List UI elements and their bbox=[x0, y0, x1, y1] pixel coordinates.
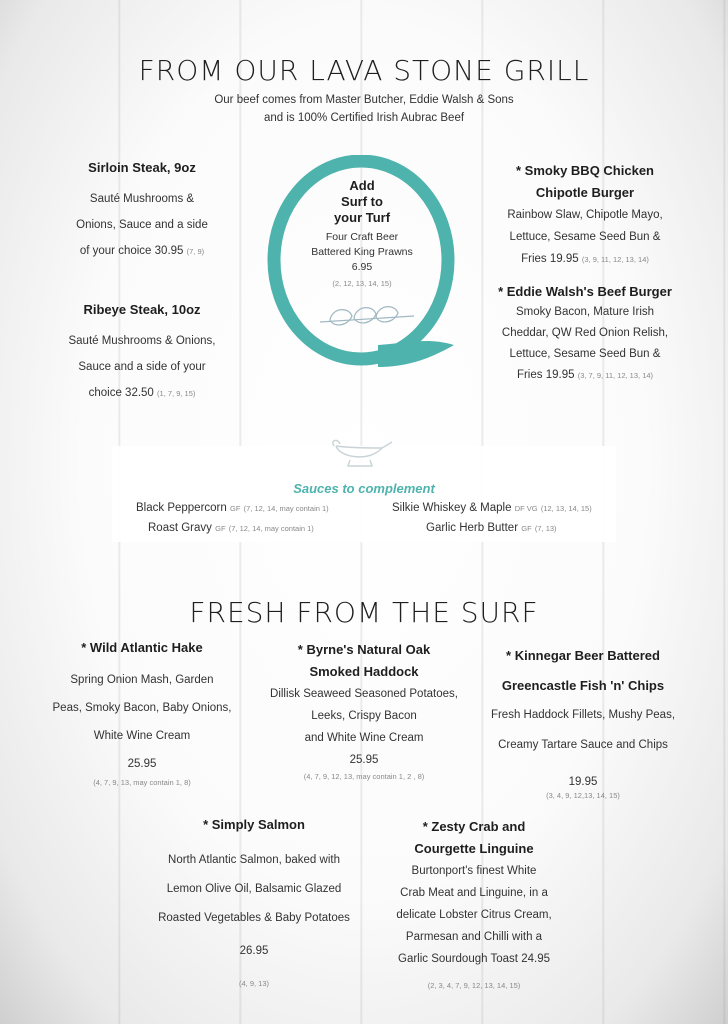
sauce-name: Roast Gravy bbox=[148, 522, 212, 534]
dish-desc-line: Fresh Haddock Fillets, Mushy Peas, bbox=[490, 709, 676, 721]
allergen-codes: (7, 9) bbox=[186, 247, 205, 256]
dish-desc-line: Peas, Smoky Bacon, Baby Onions, bbox=[52, 702, 232, 714]
grill-intro bbox=[0, 91, 728, 127]
sauce-name: Black Peppercorn bbox=[136, 502, 227, 514]
dish-title-line: Courgette Linguine bbox=[414, 841, 534, 856]
grill-title: FROM OUR LAVA STONE GRILL bbox=[138, 54, 590, 87]
surf-turf-desc-line: Four Craft Beer bbox=[325, 231, 399, 243]
diet-tag: GF bbox=[229, 504, 241, 513]
menu-item-bbq-chicken-burger bbox=[490, 160, 680, 271]
dish-desc-line: choice bbox=[88, 387, 122, 399]
sauce-name: Silkie Whiskey & Maple bbox=[392, 502, 512, 514]
menu-item-hake bbox=[44, 640, 240, 788]
sauce-item bbox=[148, 522, 314, 534]
surf-turf-price: 6.95 bbox=[351, 261, 373, 273]
sauce-name: Garlic Herb Butter bbox=[426, 522, 519, 534]
dish-desc-line: Garlic Sourdough Toast bbox=[398, 953, 518, 965]
allergen-codes: (4, 7, 9, 13, may contain 1, 8) bbox=[93, 778, 191, 787]
allergen-codes: (1, 7, 9, 15) bbox=[157, 389, 196, 398]
grill-intro-line-1: Our beef comes from Master Butcher, Eddie Walsh & Sons bbox=[214, 94, 514, 106]
menu-item-salmon bbox=[152, 816, 356, 990]
dish-desc-line: Leeks, Crispy Bacon bbox=[311, 710, 417, 722]
menu-item-haddock bbox=[262, 639, 466, 783]
dish-desc-line: Spring Onion Mash, Garden bbox=[70, 674, 214, 686]
allergen-codes: (7, 12, 14, may contain 1) bbox=[243, 504, 329, 513]
dish-title: * Eddie Walsh's Beef Burger bbox=[498, 284, 672, 299]
prawn-skewer-icon bbox=[318, 302, 418, 336]
allergen-codes: (3, 7, 9, 11, 12, 13, 14) bbox=[577, 371, 654, 380]
dish-desc-line: Rainbow Slaw, Chipotle Mayo, bbox=[507, 209, 663, 221]
menu-item-sirloin bbox=[52, 160, 232, 265]
dish-price: 25.95 bbox=[127, 758, 157, 770]
dish-desc-line: Lettuce, Sesame Seed Bun & bbox=[509, 231, 661, 243]
dish-desc-line: Cheddar, QW Red Onion Relish, bbox=[501, 327, 669, 339]
dish-desc-line: Sauté Mushrooms & Onions, bbox=[68, 335, 216, 347]
dish-title-line: * Smoky BBQ Chicken bbox=[516, 163, 654, 178]
dish-price: 19.95 bbox=[545, 369, 575, 381]
dish-desc-line: of your choice bbox=[79, 245, 152, 257]
dish-title-line: Greencastle Fish 'n' Chips bbox=[501, 678, 665, 693]
allergen-codes: (4, 9, 13) bbox=[238, 979, 269, 988]
surf-turf-desc-line: Battered King Prawns bbox=[311, 246, 413, 258]
q-tail bbox=[378, 341, 454, 367]
dish-desc-line: Lemon Olive Oil, Balsamic Glazed bbox=[166, 883, 342, 895]
gravy-boat-icon bbox=[330, 436, 396, 470]
menu-item-ribeye bbox=[46, 302, 238, 407]
allergen-codes: (2, 3, 4, 7, 9, 12, 13, 14, 15) bbox=[427, 981, 521, 990]
dish-title: Sirloin Steak, 9oz bbox=[88, 160, 196, 175]
dish-desc-line: Crab Meat and Linguine, in a bbox=[400, 887, 548, 899]
allergen-codes: (3, 4, 9, 12,13, 14, 15) bbox=[546, 791, 620, 800]
dish-desc-line: Smoky Bacon, Mature Irish bbox=[515, 306, 655, 318]
grill-intro-line-2: and is 100% Certified Irish Aubrac Beef bbox=[263, 112, 465, 124]
dish-desc-line: White Wine Cream bbox=[93, 730, 191, 742]
sauce-item bbox=[426, 522, 557, 534]
allergen-codes: (4, 7, 9, 12, 13, may contain 1, 2 , 8) bbox=[303, 772, 425, 781]
allergen-codes: (7, 12, 14, may contain 1) bbox=[228, 524, 314, 533]
allergen-codes: (7, 13) bbox=[534, 524, 557, 533]
dish-title: * Wild Atlantic Hake bbox=[81, 640, 203, 655]
dish-title-line: * Zesty Crab and bbox=[422, 819, 526, 834]
dish-price: 25.95 bbox=[349, 754, 379, 766]
sauces-heading: Sauces to complement bbox=[293, 481, 435, 496]
surf-turf-title-line: Add bbox=[349, 178, 375, 193]
allergen-codes: (3, 9, 11, 12, 13, 14) bbox=[581, 255, 649, 264]
diet-tag: GF bbox=[215, 524, 226, 533]
dish-desc-line: Creamy Tartare Sauce and Chips bbox=[498, 739, 668, 751]
dish-price: 30.95 bbox=[154, 245, 184, 257]
dish-desc-line: Roasted Vegetables & Baby Potatoes bbox=[158, 912, 350, 924]
dish-price: 32.50 bbox=[125, 387, 154, 399]
dish-title: Ribeye Steak, 10oz bbox=[83, 302, 201, 317]
dish-desc-line: delicate Lobster Citrus Cream, bbox=[396, 909, 552, 921]
dish-desc-line: Parmesan and Chilli with a bbox=[405, 931, 543, 943]
surf-turf-offer bbox=[298, 178, 426, 291]
dish-desc-line: North Atlantic Salmon, baked with bbox=[168, 854, 340, 866]
menu-item-crab-linguine bbox=[376, 816, 572, 992]
dish-desc-line: Fries bbox=[516, 369, 543, 381]
sauce-item bbox=[136, 502, 329, 514]
diet-tag: GF bbox=[521, 524, 532, 533]
dish-desc-line: and White Wine Cream bbox=[304, 732, 424, 744]
dish-title: * Simply Salmon bbox=[203, 817, 305, 832]
surf-turf-title-line: Surf to bbox=[341, 194, 383, 209]
dish-price: 24.95 bbox=[521, 953, 550, 965]
dish-title-line: * Byrne's Natural Oak bbox=[297, 642, 431, 657]
menu-item-beef-burger bbox=[482, 282, 688, 386]
dish-desc-line: Sauce and a side of your bbox=[78, 361, 206, 373]
dish-desc-line: Onions, Sauce and a side bbox=[76, 219, 208, 231]
dish-desc-line: Lettuce, Sesame Seed Bun & bbox=[509, 348, 661, 360]
dish-desc-line: Burtonport's finest White bbox=[411, 865, 537, 877]
dish-price: 26.95 bbox=[239, 945, 269, 957]
menu-item-fish-and-chips bbox=[486, 646, 680, 802]
dish-desc-line: Fries bbox=[521, 253, 547, 265]
dish-desc-line: Sauté Mushrooms & bbox=[89, 193, 195, 205]
dish-title-line: Smoked Haddock bbox=[309, 664, 419, 679]
sauce-item bbox=[392, 502, 592, 514]
dish-price: 19.95 bbox=[549, 253, 579, 265]
surf-title: FRESH FROM THE SURF bbox=[189, 596, 539, 629]
dish-desc-line: Dillisk Seaweed Seasoned Potatoes, bbox=[270, 688, 458, 700]
allergen-codes: (2, 12, 13, 14, 15) bbox=[332, 279, 392, 288]
dish-title-line: Chipotle Burger bbox=[535, 185, 635, 200]
dish-price: 19.95 bbox=[568, 776, 598, 788]
dish-title-line: * Kinnegar Beer Battered bbox=[506, 648, 660, 663]
allergen-codes: (12, 13, 14, 15) bbox=[540, 504, 592, 513]
surf-turf-title-line: your Turf bbox=[333, 210, 391, 225]
diet-tag: DF VG bbox=[514, 504, 538, 513]
